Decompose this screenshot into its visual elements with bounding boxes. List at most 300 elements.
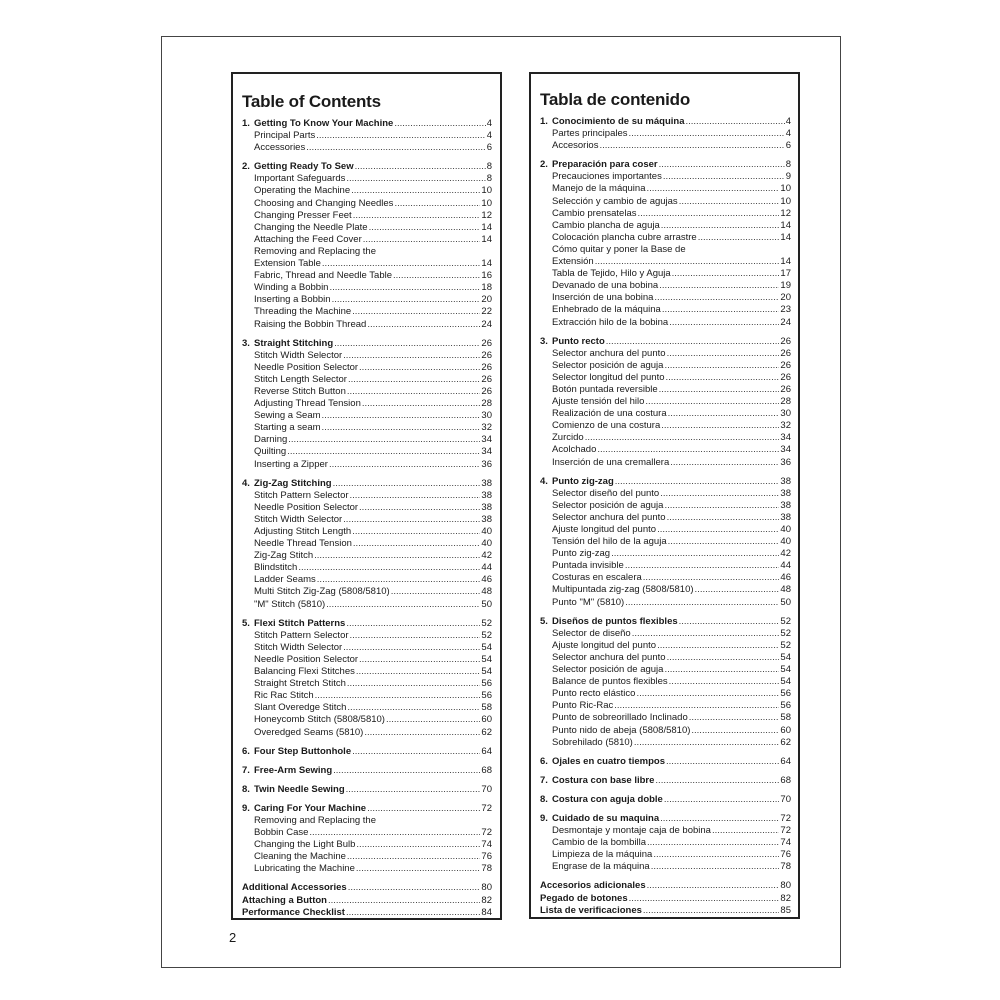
section-number: 1.	[242, 118, 250, 129]
entry-title: Choosing and Changing Needles	[254, 197, 394, 209]
entry-page: 60	[481, 714, 492, 726]
entry-page: 78	[481, 863, 492, 875]
toc-entry	[540, 584, 791, 596]
section-heading	[540, 756, 791, 768]
dot-leader	[670, 457, 779, 469]
toc-entry	[242, 374, 492, 386]
entry-title: Needle Position Selector	[254, 501, 359, 513]
entry-page: 12	[780, 207, 791, 219]
entry-page: 36	[481, 458, 492, 470]
entry-page: 17	[780, 268, 791, 280]
entry-page: 54	[481, 641, 492, 653]
toc-entry	[540, 208, 791, 220]
dot-leader	[653, 849, 779, 861]
entry-title: Punto de sobreorillado Inclinado	[552, 712, 688, 724]
entry-title: Precauciones importantes	[552, 171, 662, 183]
entry-page: 4	[785, 128, 791, 140]
entry-title: Cambio plancha de aguja	[552, 219, 660, 231]
toc-entry	[540, 512, 791, 524]
dot-leader	[646, 183, 779, 195]
toc-entry	[242, 654, 492, 666]
dot-leader	[356, 839, 480, 851]
entry-title: Conocimiento de su máquina	[552, 116, 685, 127]
dot-leader	[660, 813, 779, 825]
entry-page: 56	[481, 690, 492, 702]
toc-spanish	[529, 72, 800, 919]
entry-title: Changing the Needle Plate	[254, 221, 368, 233]
section-number: 7.	[242, 764, 250, 776]
entry-title: Puntada invisible	[552, 560, 624, 572]
entry-page: 4	[486, 130, 492, 142]
toc-entry	[242, 386, 492, 398]
dot-leader	[287, 446, 480, 458]
toc-entry	[540, 861, 791, 873]
toc-entry	[242, 319, 492, 331]
toc-entry	[242, 130, 492, 142]
dot-leader	[353, 538, 481, 550]
toc-entry	[540, 572, 791, 584]
entry-title: Punto zig-zag	[552, 475, 614, 487]
toc-section	[540, 775, 791, 787]
toc-extras	[540, 880, 791, 916]
toc-entry	[540, 457, 791, 469]
entry-page: 52	[481, 629, 492, 641]
dot-leader	[599, 140, 784, 152]
entry-title: Pegado de botones	[540, 892, 628, 904]
entry-page: 44	[481, 562, 492, 574]
entry-page: 72	[780, 825, 791, 837]
entry-title: Lubricating the Machine	[254, 863, 355, 875]
toc-entry	[540, 837, 791, 849]
dot-leader	[359, 654, 480, 666]
toc-entry	[242, 863, 492, 875]
toc-entry	[540, 384, 791, 396]
entry-title: "M" Stitch (5810)	[254, 598, 326, 610]
toc-section	[242, 746, 492, 758]
section-number: 2.	[540, 159, 548, 171]
entry-title: Punto recto	[552, 335, 605, 347]
dot-leader	[309, 827, 480, 839]
toc-entry	[540, 317, 791, 329]
toc-entry	[540, 664, 791, 676]
dot-leader	[288, 434, 480, 446]
toc-entry	[242, 702, 492, 714]
entry-title: Enhebrado de la máquina	[552, 304, 661, 316]
entry-page: 34	[481, 446, 492, 458]
dot-leader	[332, 294, 481, 306]
section-heading	[540, 616, 791, 628]
entry-title: Honeycomb Stitch (5808/5810)	[254, 714, 385, 726]
dot-leader	[712, 825, 779, 837]
toc-entry	[540, 500, 791, 512]
entry-title: Raising the Bobbin Thread	[254, 318, 367, 330]
entry-page: 26	[481, 373, 492, 385]
entry-title: Reverse Stitch Button	[254, 385, 346, 397]
toc-entry	[242, 258, 492, 270]
toc-entry	[540, 560, 791, 572]
dot-leader	[661, 420, 779, 432]
dot-leader	[647, 880, 780, 892]
entry-page: 38	[780, 487, 791, 499]
entry-title: Winding a Bobbin	[254, 282, 329, 294]
entry-page: 42	[780, 548, 791, 560]
dot-leader	[668, 408, 780, 420]
toc-entry	[540, 488, 791, 500]
entry-page: 46	[481, 574, 492, 586]
entry-title: Extracción hilo de la bobina	[552, 316, 669, 328]
entry-title: Ajuste tensión del hilo	[552, 396, 645, 408]
dot-leader	[595, 256, 780, 268]
entry-page: 26	[780, 335, 791, 347]
entry-title: Principal Parts	[254, 130, 316, 142]
entry-title: Removing and Replacing the	[254, 814, 376, 826]
section-number: 8.	[540, 793, 548, 805]
entry-page: 26	[780, 359, 791, 371]
toc-section	[242, 118, 492, 154]
dot-leader	[664, 664, 779, 676]
toc-entry	[242, 642, 492, 654]
entry-title: Sobrehilado (5810)	[552, 736, 633, 748]
dot-leader	[643, 905, 780, 917]
entry-title: Needle Position Selector	[254, 361, 359, 373]
entry-title: Inserción de una bobina	[552, 292, 654, 304]
toc-entry	[540, 688, 791, 700]
entry-page: 10	[780, 195, 791, 207]
dot-leader	[386, 714, 480, 726]
toc-entry	[242, 827, 492, 839]
dot-leader	[625, 560, 780, 572]
entry-page: 62	[481, 726, 492, 738]
section-number: 5.	[540, 615, 548, 627]
toc-entry	[242, 550, 492, 562]
entry-title: Twin Needle Sewing	[254, 783, 345, 795]
section-heading	[540, 336, 791, 348]
entry-page: 4	[486, 118, 492, 129]
toc-entry	[540, 420, 791, 432]
section-heading	[242, 338, 492, 350]
toc-entry	[242, 185, 492, 197]
entry-title: Ojales en cuatro tiempos	[552, 755, 665, 767]
dot-leader	[664, 360, 779, 372]
dot-leader	[647, 837, 779, 849]
dot-leader	[359, 502, 480, 514]
dot-leader	[363, 234, 481, 246]
entry-title: Attaching the Feed Cover	[254, 233, 362, 245]
entry-title: Accesorios adicionales	[540, 880, 646, 892]
entry-page: 8	[785, 159, 791, 171]
entry-page: 78	[780, 861, 791, 873]
section-heading	[540, 794, 791, 806]
toc-entry	[242, 222, 492, 234]
dot-leader	[667, 652, 780, 664]
entry-page: 10	[780, 183, 791, 195]
section-number: 9.	[540, 812, 548, 824]
dot-leader	[362, 398, 481, 410]
entry-title: Diseños de puntos flexibles	[552, 615, 678, 627]
toc-entry	[540, 640, 791, 652]
toc-entry	[540, 280, 791, 292]
entry-title: Botón puntada reversible	[552, 383, 658, 395]
entry-title: Additional Accessories	[242, 882, 347, 894]
entry-page: 10	[481, 185, 492, 197]
toc-entry	[242, 422, 492, 434]
toc-entry	[242, 586, 492, 598]
toc-entry	[242, 362, 492, 374]
entry-page: 38	[481, 513, 492, 525]
toc-section	[242, 338, 492, 471]
dot-leader	[636, 688, 779, 700]
toc-entry	[540, 304, 791, 316]
entry-title: Darning	[254, 434, 288, 446]
entry-page: 28	[481, 398, 492, 410]
dot-leader	[367, 803, 480, 815]
dot-leader	[346, 618, 480, 630]
toc-entry	[540, 140, 791, 152]
dot-leader	[645, 396, 779, 408]
entry-page: 85	[780, 904, 791, 916]
toc-entry	[242, 410, 492, 422]
toc-section	[540, 476, 791, 609]
toc-entry	[242, 630, 492, 642]
dot-leader	[348, 374, 480, 386]
dot-leader	[634, 737, 780, 749]
dot-leader	[329, 282, 480, 294]
entry-page: 50	[481, 598, 492, 610]
entry-page: 62	[780, 736, 791, 748]
entry-page: 58	[481, 702, 492, 714]
entry-title: Balancing Flexi Stitches	[254, 666, 355, 678]
entry-title: Selector posición de aguja	[552, 359, 664, 371]
dot-leader	[393, 270, 480, 282]
dot-leader	[352, 746, 480, 758]
entry-title: Desmontaje y montaje caja de bobina	[552, 825, 711, 837]
entry-page: 30	[481, 410, 492, 422]
entry-title: Selector longitud del punto	[552, 371, 665, 383]
toc-entry	[540, 256, 791, 268]
dot-leader	[657, 524, 779, 536]
dot-leader	[695, 584, 780, 596]
section-heading	[242, 118, 492, 130]
entry-title: Important Safeguards	[254, 173, 346, 185]
section-number: 1.	[540, 116, 548, 127]
dot-leader	[333, 765, 480, 777]
toc-section	[242, 478, 492, 611]
toc-entry	[242, 727, 492, 739]
toc-extras	[242, 882, 492, 918]
entry-title: Costuras en escalera	[552, 572, 642, 584]
entry-page: 68	[481, 764, 492, 776]
page-number: 2	[229, 930, 237, 945]
toc-entry	[242, 562, 492, 574]
toc-entry	[540, 652, 791, 664]
toc-entry	[540, 597, 791, 609]
entry-title: Getting To Know Your Machine	[254, 118, 394, 129]
toc-entry	[540, 232, 791, 244]
entry-page: 32	[780, 420, 791, 432]
entry-page: 24	[481, 318, 492, 330]
entry-page: 26	[481, 361, 492, 373]
toc-section	[540, 336, 791, 469]
dot-leader	[391, 586, 481, 598]
dot-leader	[346, 784, 481, 796]
entry-page: 16	[481, 270, 492, 282]
entry-title: Stitch Width Selector	[254, 349, 343, 361]
section-heading	[242, 765, 492, 777]
entry-page: 26	[780, 383, 791, 395]
entry-page: 26	[481, 385, 492, 397]
entry-page: 82	[780, 892, 791, 904]
entry-page: 38	[780, 475, 791, 487]
entry-title: Attaching a Button	[242, 894, 327, 906]
entry-title: Selector posición de aguja	[552, 664, 664, 676]
toc-entry	[540, 628, 791, 640]
toc-entry	[540, 128, 791, 140]
entry-title: Selector anchura del punto	[552, 651, 666, 663]
toc-entry	[242, 294, 492, 306]
dot-leader	[668, 536, 780, 548]
entry-title: Selección y cambio de agujas	[552, 195, 678, 207]
toc-entry	[540, 220, 791, 232]
toc-entry	[242, 246, 492, 258]
toc-section	[540, 116, 791, 152]
entry-page: 70	[780, 793, 791, 805]
toc-entry	[242, 678, 492, 690]
dot-leader	[679, 616, 780, 628]
entry-title: Tabla de Tejido, Hilo y Aguja	[552, 268, 671, 280]
toc-entry	[242, 690, 492, 702]
entry-title: Extension Table	[254, 258, 321, 270]
toc-title: Tabla de contenido	[540, 90, 691, 109]
entry-title: Stitch Length Selector	[254, 373, 347, 385]
entry-title: Getting Ready To Sew	[254, 161, 354, 173]
section-number: 3.	[540, 335, 548, 347]
entry-title: Starting a seam	[254, 422, 321, 434]
entry-page: 8	[486, 173, 492, 185]
section-heading	[242, 746, 492, 758]
entry-title: Needle Thread Tension	[254, 538, 352, 550]
toc-entry	[540, 536, 791, 548]
entry-title: Lista de verificaciones	[540, 904, 642, 916]
entry-title: Selector de diseño	[552, 627, 631, 639]
entry-title: Costura con aguja doble	[552, 793, 663, 805]
dot-leader	[347, 678, 481, 690]
entry-title: Removing and Replacing the	[254, 245, 376, 257]
dot-leader	[667, 512, 780, 524]
entry-page: 32	[481, 422, 492, 434]
entry-page: 76	[481, 851, 492, 863]
entry-title: Free-Arm Sewing	[254, 764, 333, 776]
toc-entry	[540, 825, 791, 837]
section-number: 6.	[242, 745, 250, 757]
entry-title: Punto "M" (5810)	[552, 596, 625, 608]
entry-title: Punto recto elástico	[552, 688, 636, 700]
entry-page: 24	[780, 316, 791, 328]
entry-page: 9	[785, 171, 791, 183]
dot-leader	[660, 488, 779, 500]
entry-page: 20	[481, 294, 492, 306]
section-heading	[242, 478, 492, 490]
entry-title: Zig-Zag Stitching	[254, 477, 332, 489]
toc-entry	[540, 360, 791, 372]
entry-page: 19	[780, 280, 791, 292]
dot-leader	[691, 725, 779, 737]
entry-title: Cleaning the Machine	[254, 851, 346, 863]
dot-leader	[343, 642, 480, 654]
toc-section	[242, 765, 492, 777]
toc-entry	[242, 306, 492, 318]
dot-leader	[669, 317, 779, 329]
entry-title: Operating the Machine	[254, 185, 351, 197]
entry-page: 56	[780, 700, 791, 712]
entry-page: 34	[780, 444, 791, 456]
toc-entry	[540, 292, 791, 304]
dot-leader	[672, 268, 780, 280]
entry-title: Cambio prensatelas	[552, 207, 637, 219]
dot-leader	[367, 319, 480, 331]
entry-page: 34	[780, 432, 791, 444]
toc-entry	[242, 666, 492, 678]
entry-page: 82	[481, 894, 492, 906]
entry-title: Flexi Stitch Patterns	[254, 617, 346, 629]
toc-entry	[242, 142, 492, 154]
entry-title: Sewing a Seam	[254, 410, 321, 422]
entry-page: 26	[780, 371, 791, 383]
dot-leader	[615, 476, 780, 488]
entry-title: Blindstitch	[254, 562, 298, 574]
entry-title: Ajuste longitud del punto	[552, 524, 657, 535]
entry-title: Selector anchura del punto	[552, 511, 666, 523]
dot-leader	[346, 173, 485, 185]
toc-entry	[540, 372, 791, 384]
entry-page: 52	[481, 617, 492, 629]
dot-leader	[698, 232, 780, 244]
entry-title: Tensión del hilo de la aguja	[552, 536, 667, 548]
entry-title: Colocación plancha cubre arrastre	[552, 231, 697, 243]
entry-page: 40	[481, 526, 492, 537]
section-number: 4.	[540, 475, 548, 487]
entry-title: Cuidado de su maquina	[552, 812, 660, 824]
entry-page: 42	[481, 550, 492, 562]
entry-title: Stitch Width Selector	[254, 513, 343, 525]
dot-leader	[657, 640, 779, 652]
toc-entry	[540, 396, 791, 408]
dot-leader	[322, 410, 481, 422]
entry-page: 56	[481, 678, 492, 690]
dot-leader	[394, 198, 480, 210]
entry-page: 38	[780, 511, 791, 523]
toc-entry	[540, 183, 791, 195]
toc-extra-entry	[540, 905, 791, 917]
entry-page: 52	[780, 627, 791, 639]
dot-leader	[350, 630, 481, 642]
toc-entry	[242, 446, 492, 458]
toc-entry	[242, 434, 492, 446]
entry-title: Zig-Zag Stitch	[254, 550, 314, 562]
entry-title: Ric Rac Stitch	[254, 690, 314, 702]
entry-page: 6	[785, 140, 791, 152]
entry-page: 30	[780, 408, 791, 420]
entry-title: Acolchado	[552, 444, 597, 456]
toc-section	[242, 803, 492, 876]
entry-page: 68	[780, 774, 791, 786]
entry-title: Accessories	[254, 142, 306, 154]
dot-leader	[350, 490, 481, 502]
entry-page: 56	[780, 688, 791, 700]
toc-extra-entry	[242, 895, 492, 907]
entry-page: 40	[780, 524, 791, 535]
entry-title: Selector diseño del punto	[552, 487, 660, 499]
section-heading	[242, 161, 492, 173]
